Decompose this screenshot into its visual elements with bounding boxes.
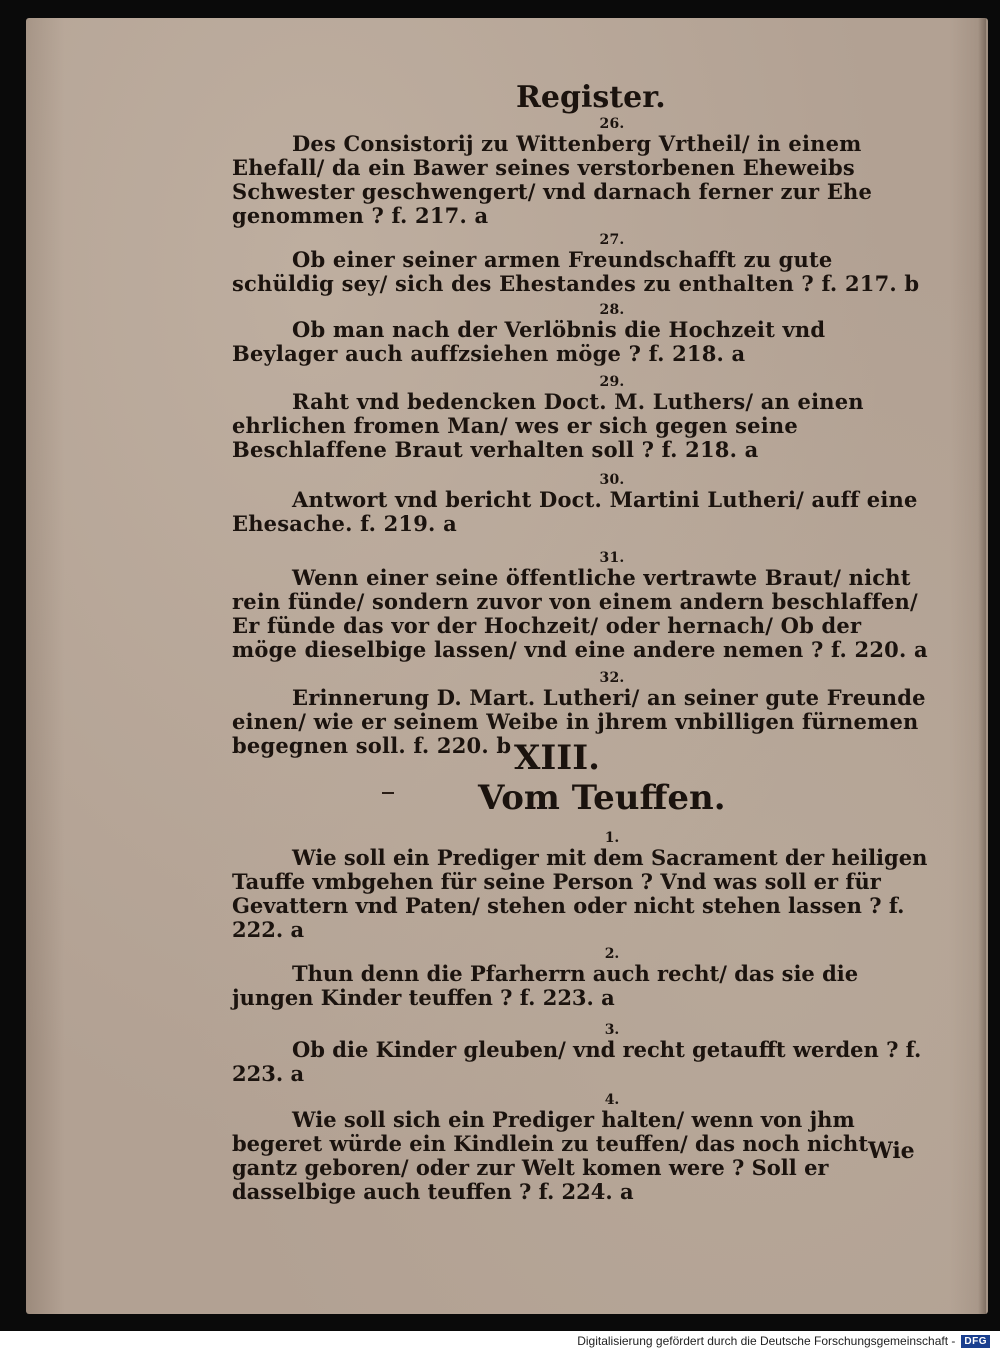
entry-number: 30.	[599, 472, 625, 488]
register-entry	[232, 550, 932, 662]
section-title: Vom Teuffen.	[478, 778, 726, 818]
register-entry	[232, 1092, 932, 1204]
section-dash	[382, 792, 394, 794]
entry-text: Wie soll ein Prediger mit dem Sacrament der heiligen Tauffe vmbgehen für seine Person ? Vnd was soll er für Gevattern vnd Paten/ stehen oder nicht stehen lassen ? f. 222. a	[232, 845, 928, 942]
page-header: Register.	[516, 80, 666, 115]
entry-number: 27.	[599, 232, 625, 248]
entry-number: 1.	[604, 830, 620, 846]
entry-text: Wie soll sich ein Prediger halten/ wenn von jhm begeret würde ein Kindlein zu teuffen/ das noch nicht gantz geboren/ oder zur Welt komen were ? Soll er dasselbige auch teuffen ? f. 224. a	[232, 1107, 869, 1204]
footer-credit: Digitalisierung gefördert durch die Deutsche Forschungsgemeinschaft -	[577, 1334, 956, 1348]
register-entry	[232, 302, 932, 366]
entry-text: Des Consistorij zu Wittenberg Vrtheil/ in einem Ehefall/ da ein Bawer seines verstorbenen Eheweibs Schwester geschwengert/ vnd darnach ferner zur Ehe genommen ? f. 217. a	[232, 131, 873, 228]
register-entry	[232, 946, 932, 1010]
entry-text: Antwort vnd bericht Doct. Martini Lutheri/ auff eine Ehesache. f. 219. a	[232, 487, 918, 536]
entry-text: Raht vnd bedencken Doct. M. Luthers/ an einen ehrlichen fromen Man/ wes er sich gegen seine Beschlaffene Braut verhalten soll ? f. 218. a	[232, 389, 864, 462]
catchword: Wie	[868, 1138, 915, 1164]
entry-number: 29.	[599, 374, 625, 390]
entry-number: 31.	[599, 550, 625, 566]
section-number: XIII.	[514, 738, 600, 778]
register-entry	[232, 116, 932, 228]
entry-number: 3.	[604, 1022, 620, 1038]
register-entry	[232, 374, 932, 462]
entry-number: 2.	[604, 946, 620, 962]
entry-text: Ob einer seiner armen Freundschafft zu gute schüldig sey/ sich des Ehestandes zu enthalten ? f. 217. b	[232, 247, 920, 296]
entry-text: Wenn einer seine öffentliche vertrawte Braut/ nicht rein fünde/ sondern zuvor von einem andern beschlaffen/ Er fünde das vor der Hochzeit/ oder hernach/ Ob der möge dieselbige lassen/ vnd eine andere nemen ? f. 220. a	[232, 565, 928, 662]
register-entries-part2	[232, 830, 932, 1204]
entry-number: 28.	[599, 302, 625, 318]
dfg-logo: DFG	[961, 1335, 990, 1348]
register-entry	[232, 472, 932, 536]
entry-number: 26.	[599, 116, 625, 132]
entry-text: Ob die Kinder gleuben/ vnd recht getaufft werden ? f. 223. a	[232, 1037, 922, 1086]
register-entries-part1	[232, 116, 932, 758]
register-entry	[232, 232, 932, 296]
entry-number: 32.	[599, 670, 625, 686]
entry-text: Erinnerung D. Mart. Lutheri/ an seiner gute Freunde einen/ wie er seinem Weibe in jhrem vnbilligen fürnemen begegnen soll. f. 220. b	[232, 685, 926, 758]
entry-number: 4.	[604, 1092, 620, 1108]
entry-text: Ob man nach der Verlöbnis die Hochzeit vnd Beylager auch auffzsiehen möge ? f. 218. a	[232, 317, 826, 366]
entry-text: Thun denn die Pfarherrn auch recht/ das sie die jungen Kinder teuffen ? f. 223. a	[232, 961, 859, 1010]
footer-bar	[0, 1331, 1000, 1351]
register-entry	[232, 830, 932, 942]
register-entry	[232, 1022, 932, 1086]
